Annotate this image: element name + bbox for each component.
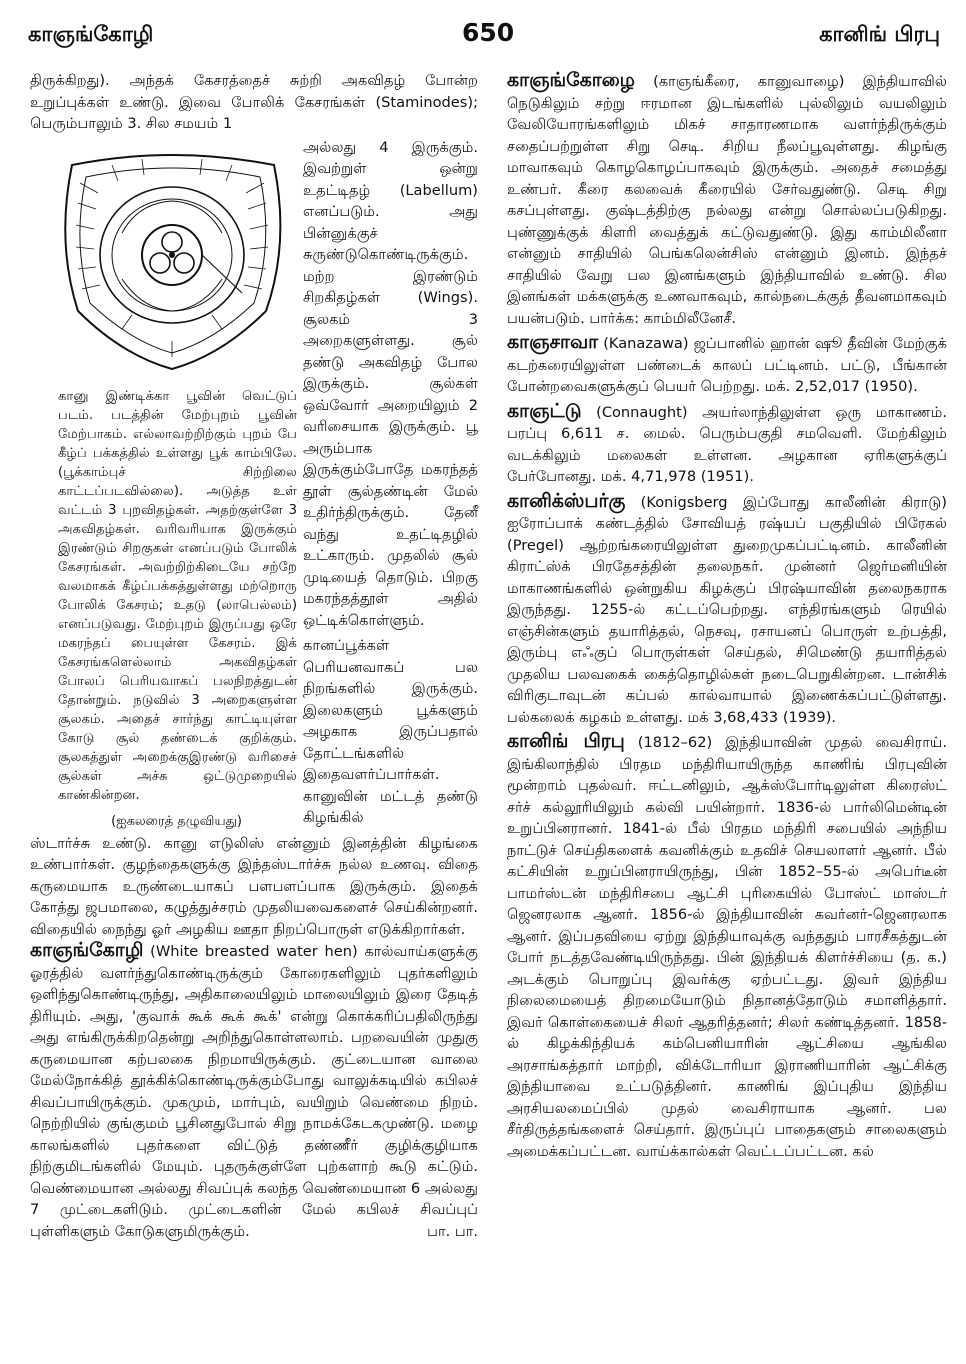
- running-head-right: கானிங் பிரபு: [819, 22, 940, 46]
- entry-headword: காஞங்கோழி: [30, 939, 144, 961]
- entry-text: (காஞங்கீரை, கானுவாழை) இந்தியாவில் நெடுகிலும் சற்று ஈரமான இடங்களில் புல்லிலும் வயலிலும் வேலியோரங்களிலும் மிகச் சாதாரணமாக வளர்ந்திருக்கும் சதைப்பற்றுள்ள சிறு செடி. சிறிய நீலப்பூவுள்ளது. கிழங்கு மாவாகவும் கொழகொழப்பாகவும் இருக்கும். அதைச் சமைத்து உண்பர். கீரை கலவைக் கீரையில் சேர்வதுண்டு. செடி சிறு கசப்புள்ளது. குஷ்டத்திற்கு நல்லது என்று சொல்லப்படுகிறது. புண்ணுக்குக் கிளரி வைத்துக் கட்டுவதுண்டு. இது காம்மிலீனா என்னும் சாதியில் பெங்கலென்சிஸ் என்னும் இனம். இந்தச் சாதியில் வேறு பல இனங்களும் இந்தியாவில் உண்டு. சில இனங்கள் மக்களுக்கு உணவாகவும், கால்நடைக்குத் தீவனமாகவும் பயன்படும். பார்க்க: காம்மிலீனேசீ.: [507, 73, 947, 327]
- running-head-left: காஞங்கோழி: [28, 22, 154, 46]
- encyclopedia-entry: [507, 731, 947, 1162]
- right-column: [507, 70, 947, 1165]
- figure-side-text: [303, 137, 478, 833]
- entry-headword: கானிங் பிரபு: [507, 730, 625, 752]
- encyclopedia-entry: [507, 491, 947, 729]
- side-paragraph: அல்லது 4 இருக்கும். இவற்றுள் ஒன்று உதட்டிதழ் (Labellum) எனப்படும். அது பின்னுக்குச் சுருண்டுகொண்டிருக்கும். மற்ற இரண்டும் சிறகிதழ்கள் (Wings). சூலகம் 3 அறைகளுள்ளது. சூல் தண்டு அகவிதழ் போல இருக்கும். சூல்கள் ஒவ்வோர் அறையிலும் 2 வரிசையாக இருக்கும். பூ அரும்பாக இருக்கும்போதே மகரந்தத் தூள் சூல்தண்டின் மேல் உதிர்ந்திருக்கும். தேனீ வந்து உதட்டிதழில் உட்காரும். முதலில் சூல் முடியைத் தொடும். பிறகு மகரந்தத்தூள் அதில் ஒட்டிக்கொள்ளும்.: [303, 138, 478, 629]
- encyclopedia-entry: [507, 70, 947, 329]
- page-header: [0, 0, 966, 70]
- entry-text: (Konigsberg இப்போது காலீனின் கிராடு) ஐரோப்பாக் கண்டத்தில் சோவியத் ரஷ்யப் பகுதியில் பிரேகல் (Pregel) ஆற்றங்கரையிலுள்ள துறைமுகப்பட்டினம். காலீனின் கிராட்ஸ்க் பிரதேசத்தின் தலைநகர். முன்னர் ஜெர்மனியின் மாகாணங்களில் ஒன்றுகிய கிழக்குப் பிரஷ்யாவின் தலைநகராக இருந்தது. 1255-ல் கட்டப்பெற்றது. எந்திரங்களும் ரெயில் எஞ்சின்களும் தயாரித்தல், நெசவு, ரசாயனப் பொருள் உற்பத்தி, இரும்பு எஃகுப் பொருள்கள் செய்தல், சிமெண்டு தயாரித்தல் முதலிய பலவகைக் கைத்தொழில்கள் நடைபெறுகின்றன. டான்சிக் விரிகுடாவுடன் கப்பல் கால்வாயால் இணைக்கப்பட்டுள்ளது. பல்கலைக் கழகம் உள்ளது. மக் 3,68,433 (1939).: [507, 493, 947, 726]
- encyclopedia-entry: [30, 940, 478, 1242]
- continued-paragraph: திருக்கிறது). அந்தக் கேசரத்தைச் சுற்றி அகவிதழ் போன்ற உறுப்புக்கள் உண்டு. இவை போலிக் கேசரங்கள் (Staminodes); பெரும்பாலும் 3. சில சமயம் 1: [30, 72, 478, 132]
- entry-headword: காஞசாவா: [507, 331, 599, 353]
- entry-headword: கானிக்ஸ்பர்கு: [507, 489, 626, 512]
- figure-caption: கானு இண்டிக்கா பூவின் வெட்டுப் படம். படத்தின் மேற்புறம் பூவின் மேற்பாகம். எல்லாவற்றிற்கும் புறம் பே கீழ்ப் பக்கத்தில் உள்ளது பூக் காம்பிலே. (பூக்காம்புச் சிற்றிலை காட்டப்படவில்லை). அடுத்த உள் வட்டம் 3 புறவிதழ்கள். அதற்குள்ளே 3 அகவிதழ்கள். வரிவரியாக இருக்கும் இரண்டும் சிறகுகள் எனப்படும் போலிக் கேசரங்கள். அவற்றிற்கிடையே சற்றே வலமாகக் கீழ்ப்பக்கத்துள்ளது மற்றொரு போலிக் கேசரம்; உதடு (லாபெல்லம்) எனப்படுவது. மேற்புறம் இருப்பது ஒரே மகரந்தப் பையுள்ள கேசரம். இக் கேசரங்களெல்லாம் அகவிதழ்கள் போலப் பெரியவாகப் பலநிறத்துடன் தோன்றும். நடுவில் 3 அறைகளுள்ள சூலகம். அதைச் சார்ந்து காட்டியுள்ள கோடு சூல் தண்டைக் குறிக்கும். சூலகத்துள் அறைக்குஇரண்டு வரிசைச் சூல்கள் அச்சு ஒட்டுமுறையில் காண்கின்றன.: [58, 389, 297, 803]
- figure-block: [30, 137, 478, 833]
- entry-signature: பா. பா.: [427, 1222, 478, 1240]
- entry-english: (White breasted water hen): [150, 943, 358, 960]
- page-number: 650: [462, 18, 515, 47]
- paragraph: ஸ்டார்ச்சு உண்டு. கானு எடுலிஸ் என்னும் இனத்தின் கிழங்கை உண்பார்கள். குழந்தைகளுக்கு இந்தஸ்டார்ச்சு நல்ல உணவு. விதை கருமையாக உருண்டையாகப் பளபளப்பாக இருக்கும். இதைக் கோத்து ஜபமாலை, கழுத்துச்சரம் முதலியவைகளைச் செய்கின்றனர். விதையில் நைந்து ஓர் அழகிய ஊதா நிறப்பொருள் எடுக்கிறார்கள்.: [30, 834, 478, 938]
- encyclopedia-entry: [507, 332, 947, 398]
- encyclopedia-entry: [507, 401, 947, 488]
- entry-headword: காஞட்டு: [507, 399, 582, 422]
- entry-text: (Connaught) அயர்லாந்திலுள்ள ஒரு மாகாணம். பரப்பு 6,611 ச. மைல். பெரும்பகுதி சமவெளி. மேற்கிலும் வடக்கிலும் மலைகள் உள்ளன. அழகான ஏரிகளுக்குப் பேர்போனது. மக். 4,71,978 (1951).: [507, 403, 948, 485]
- figure-credit: (ஐகலரைத் தழுவியது): [111, 814, 242, 829]
- entry-text: கால்வாய்களுக்கு ஓரத்தில் வளர்ந்துகொண்டிருக்கும் கோரைகளிலும் புதர்களிலும் ஒளிந்துகொண்டிருந்து, அதிகாலையிலும் மாலையிலும் இரை தேடித் திரியும். அது, 'குவாக் கூக் கூக் கூக்' என்று கொக்கரிப்பதிலிருந்து அது எங்கிருக்கிறதென்று அறிந்துகொள்ளலாம். பறவையின் முதுகு கருமையான கற்பலகை நிறமாயிருக்கும். குட்டையான வாலை மேல்நோக்கித் தூக்கிக்கொண்டிருக்கும்போது வாலுக்கடியில் கபிலச் சிவப்பாயிருக்கும். முகமும், மார்பும், வயிறும் வெண்மை நிறம். நெற்றியில் குங்குமம் பூசினதுபோல் சிறு நாமக்கேடகமுண்டு. மழை காலங்களில் புதர்களை விட்டுத் தண்ணீர் குழிக்குழியாக நிற்குமிடங்களில் மேயும். புதருக்குள்ளே புற்களாற் கூடு கட்டும். வெண்மையான அல்லது சிவப்புக் கலந்த வெண்மையான 6 அல்லது 7 முட்டைகளிடும். முட்டைகளின் மேல் கபிலச் சிவப்புப் புள்ளிகளும் கோடுகளுமிருக்கும்.: [30, 943, 479, 1240]
- side-paragraph: கானப்பூக்கள் பெரியனவாகப் பல நிறங்களில் இருக்கும். இலைகளும் பூக்களும் அழகாக இருப்பதால் தோட்டங்களில் இதைவளர்ப்பார்கள். கானுவின் மட்டத் தண்டு கிழங்கில்: [303, 637, 478, 826]
- entry-text: (Kanazawa) ஜப்பானில் ஹான் ஷூ தீவின் மேற்குக் கடற்கரையிலுள்ள பண்டைக் காலப் பட்டினம். பட்டு, பீங்கான் போன்றவைகளுக்குப் பெயர் பெற்றது. மக். 2,52,017 (1950).: [507, 335, 948, 395]
- flower-cross-section-illustration: [52, 143, 292, 373]
- entry-headword: காஞங்கோழை: [507, 69, 635, 91]
- left-column: [30, 70, 478, 1245]
- entry-text: (1812–62) இந்தியாவின் முதல் வைசிராய். இங்கிலாந்தில் பிரதம மந்திரியாயிருந்த காணிங் பிரபுவின் மூன்றாம் புதல்வர். ஈட்டனிலும், ஆக்ஸ்போர்டிலுள்ள கிரைஸ்ட் சர்ச் கல்லூரியிலும் கல்வி பயின்றார். 1836-ல் பார்லிமென்டின் உறுப்பினரானர். 1841-ல் பீல் பிரதம மந்திரி சபையில் அந்நிய நாட்டுச் செய்திகளைக் கவனிக்கும் உதவிச் செயலாளர் ஆனர். பீல் கட்சியின் உறுப்பினராயிருந்து, பின் 1852–55-ல் அபெர்டீன் பாமர்ஸ்டன் மந்திரிசபை ஆட்சி புரிகையில் போஸ்ட் மாஸ்டர் ஜெனரலாக ஆனர். 1856-ல் இந்தியாவின் கவர்னர்-ஜெனரலாக ஆனர். இப்பதவியை ஏற்று இந்தியாவுக்கு வந்ததும் பாரசீகத்துடன் போர் நடத்தவேண்டியிருந்தது. பின் இந்தியக் கிளர்ச்சியை (த. க.) அடக்கும் பொறுப்பு இவர்க்கு ஏற்பட்டது. இவர் இந்திய நிலைமையைத் திறமையோடும் நிதானத்தோடும் சமாளித்தார். இவர் கொள்கையைச் சிலர் ஆதரித்தனர்; சிலர் கண்டித்தனர். 1858-ல் கிழக்கிந்தியக் கம்பெனியாரின் ஆட்சியை ஆங்கில அரசாங்கத்தார் மாற்றி, விக்டோரியா இராணியாரின் ஆட்சிக்கு இந்தியாவை உட்படுத்தினர். காணிங் இப்புதிய இந்திய அரசியலமைப்பில் முதல் வைசிராயாக ஆனர். பல சீர்திருத்தங்களைச் செய்தார். இருப்புப் பாதைகளும் சாலைகளும் அமைக்கப்பட்டன. வாய்க்கால்கள் வெட்டப்பட்டன. கல்: [507, 734, 947, 1160]
- figure-area: [30, 137, 303, 833]
